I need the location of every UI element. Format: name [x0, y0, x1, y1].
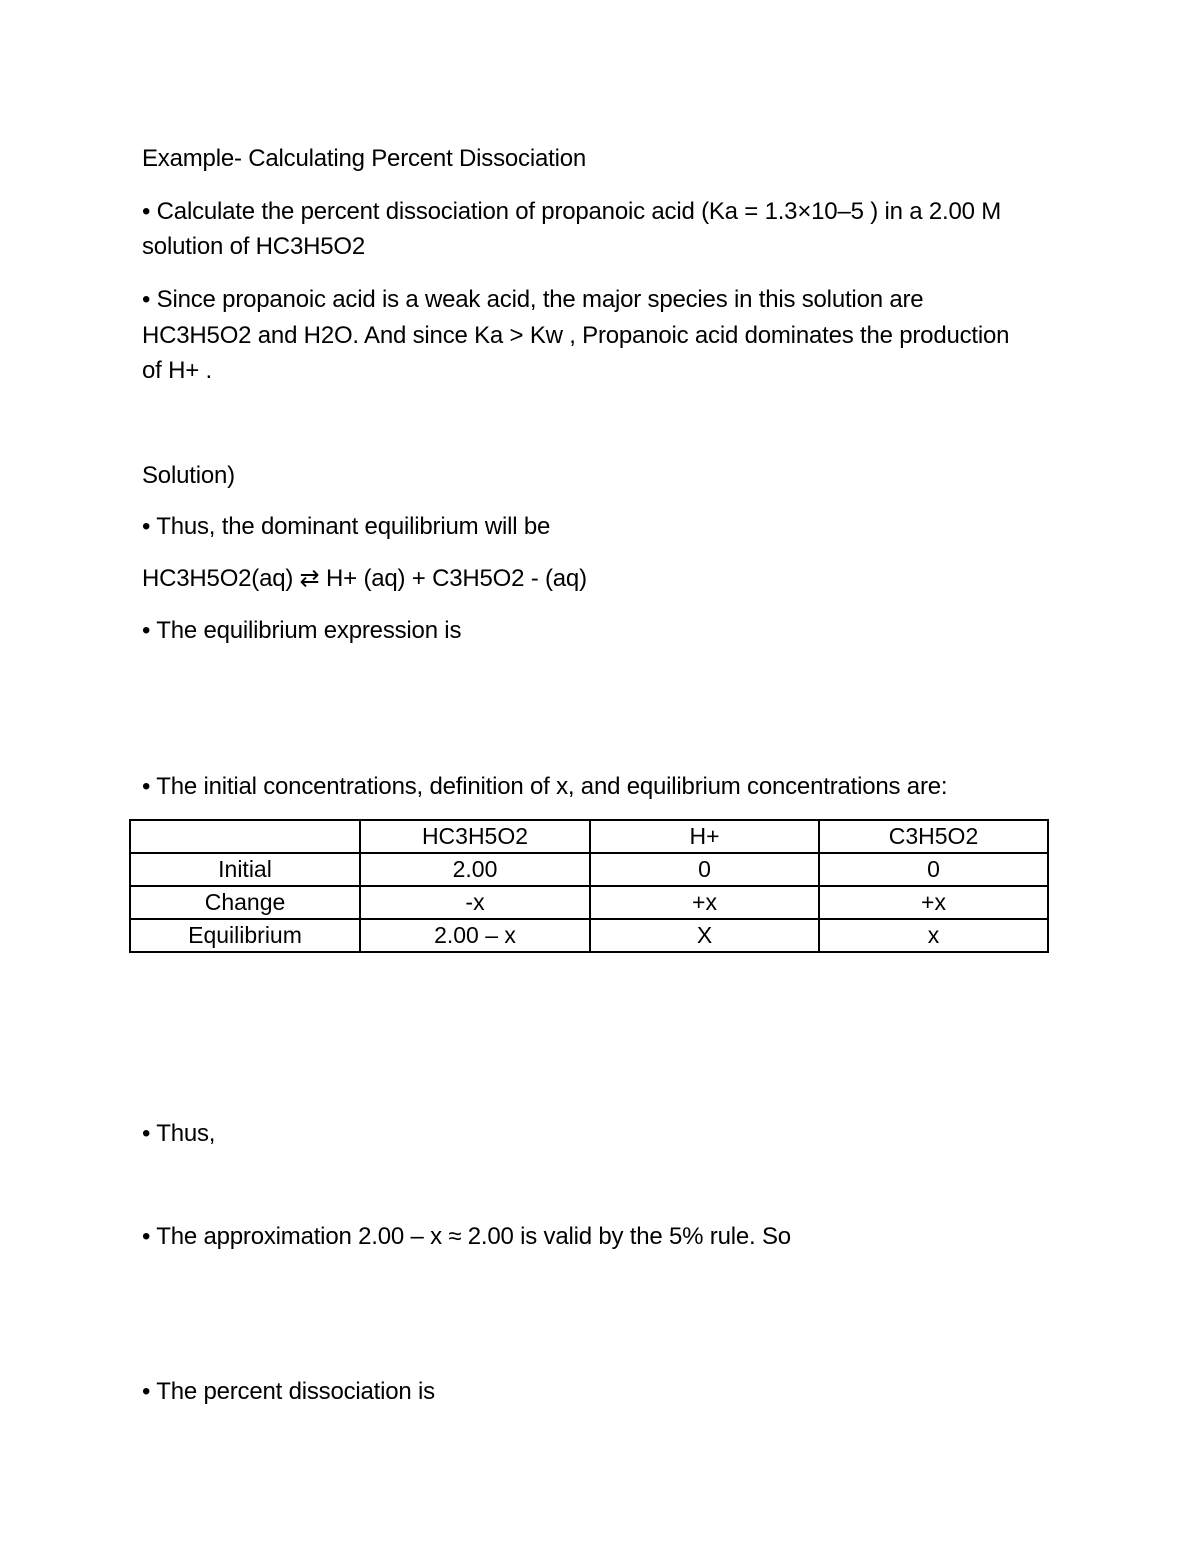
ice-row-label: Change	[130, 886, 360, 919]
ice-cell: -x	[360, 886, 590, 919]
ice-table-row-initial	[130, 853, 1048, 886]
ice-cell: 2.00	[360, 853, 590, 886]
analysis-line-3: of H+ .	[142, 357, 212, 384]
ice-table	[129, 819, 1049, 953]
percent-dissociation-label: • The percent dissociation is	[142, 1378, 435, 1405]
ice-cell: +x	[590, 886, 819, 919]
ice-row-label: Equilibrium	[130, 919, 360, 952]
ice-table-row-equilibrium	[130, 919, 1048, 952]
ice-header-cell-c3h5o2: C3H5O2	[819, 820, 1048, 853]
ice-row-label: Initial	[130, 853, 360, 886]
ice-header-cell-hc3h5o2: HC3H5O2	[360, 820, 590, 853]
ice-cell: 0	[819, 853, 1048, 886]
thus-label: • Thus,	[142, 1120, 216, 1147]
ice-cell: x	[819, 919, 1048, 952]
approximation-label: • The approximation 2.00 – x ≈ 2.00 is valid by the 5% rule. So	[142, 1223, 791, 1250]
ice-header-cell-h-plus: H+	[590, 820, 819, 853]
dominant-equilibrium-label: • Thus, the dominant equilibrium will be	[142, 513, 551, 540]
analysis-line-1: • Since propanoic acid is a weak acid, the major species in this solution are	[142, 286, 924, 313]
ice-table-intro: • The initial concentrations, definition of x, and equilibrium concentrations are:	[142, 773, 948, 800]
solution-heading: Solution)	[142, 462, 235, 489]
ice-table-header-row	[130, 820, 1048, 853]
equilibrium-expression-label: • The equilibrium expression is	[142, 617, 462, 644]
document-title: Example- Calculating Percent Dissociation	[142, 145, 587, 172]
problem-line-2: solution of HC3H5O2	[142, 233, 365, 260]
equilibrium-equation: HC3H5O2(aq) ⇄ H+ (aq) + C3H5O2 - (aq)	[142, 565, 587, 592]
ice-cell: 0	[590, 853, 819, 886]
problem-line-1: • Calculate the percent dissociation of propanoic acid (Ka = 1.3×10–5 ) in a 2.00 M	[142, 198, 1002, 225]
ice-cell: X	[590, 919, 819, 952]
ice-header-cell-blank	[130, 820, 360, 853]
ice-cell: 2.00 – x	[360, 919, 590, 952]
ice-cell: +x	[819, 886, 1048, 919]
analysis-line-2: HC3H5O2 and H2O. And since Ka > Kw , Propanoic acid dominates the production	[142, 322, 1010, 349]
ice-table-row-change	[130, 886, 1048, 919]
